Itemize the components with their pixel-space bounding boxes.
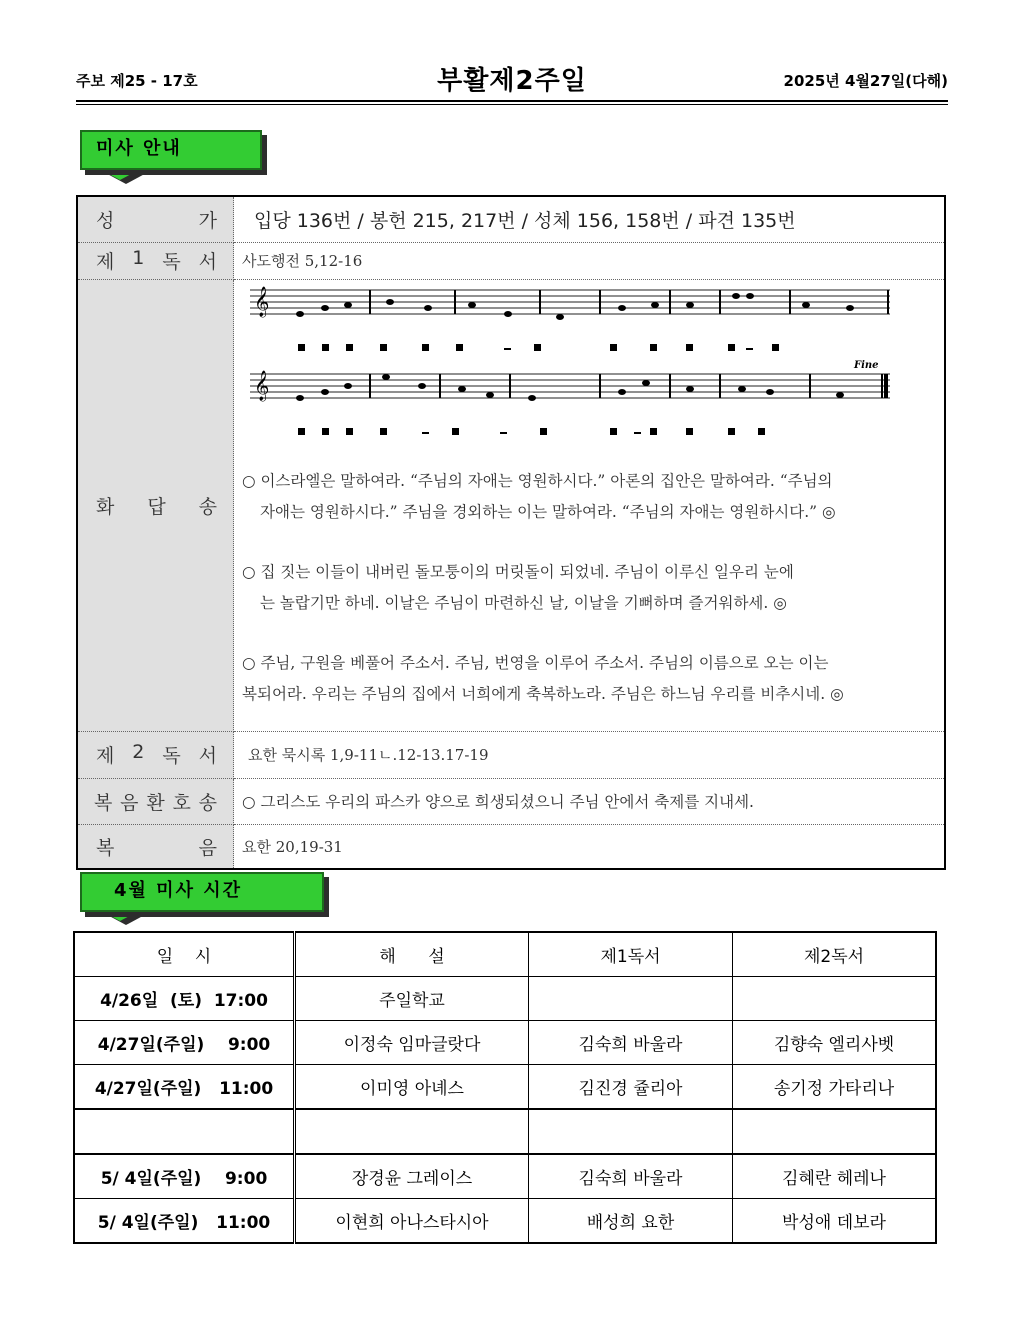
verse-line: ○ 이스라엘은 말하여라. “주님의 자애는 영원하시다.” 아론의 집안은 말하여라. “주님의 bbox=[242, 471, 833, 490]
table-row bbox=[74, 1021, 936, 1065]
table-row bbox=[74, 1154, 936, 1199]
gospel-value: 요한 20,19-31 bbox=[242, 837, 343, 856]
cell-reading2: 송기정 가타리나 bbox=[733, 1065, 937, 1110]
col-header-commentator: 해 설 bbox=[295, 932, 529, 977]
label-char: 음 bbox=[120, 791, 139, 814]
col-header-reading2: 제2독서 bbox=[733, 932, 937, 977]
cell-commentator bbox=[295, 1109, 529, 1154]
label-char: 독 bbox=[162, 251, 181, 273]
hymn-label bbox=[77, 196, 234, 242]
label-char: 성 bbox=[96, 209, 115, 232]
gospel-label bbox=[77, 824, 234, 869]
cell-reading2: 박성애 데보라 bbox=[733, 1199, 937, 1244]
cell-commentator: 이현희 아나스타시아 bbox=[295, 1199, 529, 1244]
verse-line: 는 놀랍기만 하네. 이날은 주님이 마련하신 날, 이날을 기뻐하며 즐거워하세. ◎ bbox=[260, 593, 787, 612]
label-char: 음 bbox=[198, 836, 217, 859]
svg-text:𝄞: 𝄞 bbox=[254, 286, 270, 317]
label-char: 송 bbox=[198, 495, 217, 518]
label-char: 복 bbox=[96, 836, 115, 859]
label-char: 가 bbox=[198, 209, 217, 232]
reading2-value: 요한 묵시록 1,9-11ㄴ.12-13.17-19 bbox=[248, 746, 489, 764]
cell-datetime: 5/ 4일(주일) 9:00 bbox=[74, 1154, 295, 1199]
verse-line: ○ 주님, 구원을 베풀어 주소서. 주님, 번영을 이루어 주소서. 주님의 이름으로 오는 이는 bbox=[242, 653, 829, 672]
label-char: 2 bbox=[132, 741, 145, 763]
cell-reading1 bbox=[529, 1109, 733, 1154]
cell-reading1: 김숙희 바울라 bbox=[529, 1021, 733, 1065]
acclamation-value: ○ 그리스도 우리의 파스카 양으로 희생되셨으니 주님 안에서 축제를 지내세. bbox=[242, 793, 754, 811]
reading1-label bbox=[77, 242, 234, 279]
cell-datetime: 5/ 4일(주일) 11:00 bbox=[74, 1199, 295, 1244]
psalm-verse bbox=[242, 648, 934, 710]
label-char: 복 bbox=[94, 791, 113, 814]
col-header-datetime: 일 시 bbox=[74, 932, 295, 977]
acclamation-row bbox=[77, 778, 945, 824]
label-char: 서 bbox=[198, 251, 217, 273]
cell-reading1: 김숙희 바울라 bbox=[529, 1154, 733, 1199]
table-row bbox=[74, 1199, 936, 1244]
psalm-row bbox=[77, 279, 945, 731]
cell-reading1: 김진경 쥴리아 bbox=[529, 1065, 733, 1110]
cell-reading2 bbox=[733, 977, 937, 1021]
score-fine-mark: Fine bbox=[854, 359, 879, 371]
page-title: 부활제2주일 bbox=[437, 66, 587, 96]
table-row bbox=[74, 1065, 936, 1110]
table-header-row bbox=[74, 932, 936, 977]
cell-reading2 bbox=[733, 1109, 937, 1154]
music-score-image bbox=[250, 286, 898, 446]
label-char: 화 bbox=[96, 495, 115, 518]
cell-commentator: 이정숙 임마글랏다 bbox=[295, 1021, 529, 1065]
gospel-row bbox=[77, 824, 945, 869]
cell-datetime bbox=[74, 1109, 295, 1154]
cell-datetime: 4/27일(주일) 9:00 bbox=[74, 1021, 295, 1065]
col-header-reading1: 제1독서 bbox=[529, 932, 733, 977]
label-char: 서 bbox=[198, 745, 217, 767]
cell-reading2: 김향숙 엘리사벳 bbox=[733, 1021, 937, 1065]
cell-datetime: 4/27일(주일) 11:00 bbox=[74, 1065, 295, 1110]
label-char: 호 bbox=[172, 791, 191, 814]
label-char: 제 bbox=[96, 251, 115, 273]
verse-line: 복되어라. 우리는 주님의 집에서 너희에게 축복하노라. 주님은 하느님 우리를 비추시네. ◎ bbox=[242, 684, 844, 703]
verse-line: 자애는 영원하시다.” 주님을 경외하는 이는 말하여라. “주님의 자애는 영원하시다.” ◎ bbox=[260, 502, 836, 521]
psalm-verse bbox=[242, 557, 934, 619]
reading1-value: 사도행전 5,12-16 bbox=[242, 252, 363, 270]
verse-line: ○ 집 짓는 이들이 내버린 돌모퉁이의 머릿돌이 되었네. 주님이 이루신 일우리 눈에 bbox=[242, 562, 794, 581]
schedule-banner bbox=[80, 872, 324, 912]
psalm-verses bbox=[242, 466, 934, 739]
issue-number: 주보 제25 - 17호 bbox=[76, 72, 198, 90]
cell-datetime: 4/26일 (토) 17:00 bbox=[74, 977, 295, 1021]
hymn-row bbox=[77, 196, 945, 242]
psalm-verse bbox=[242, 466, 934, 528]
cell-reading1: 배성희 요한 bbox=[529, 1199, 733, 1244]
cell-reading1 bbox=[529, 977, 733, 1021]
mass-guide-table bbox=[76, 195, 946, 870]
mass-guide-banner-label: 미사 안내 bbox=[96, 138, 182, 159]
psalm-cell bbox=[234, 279, 946, 731]
label-char: 독 bbox=[162, 745, 181, 767]
cell-commentator: 장경윤 그레이스 bbox=[295, 1154, 529, 1199]
mass-guide-banner bbox=[80, 130, 262, 170]
table-row bbox=[74, 977, 936, 1021]
label-char: 환 bbox=[146, 791, 165, 814]
acclamation-label bbox=[77, 778, 234, 824]
psalm-label bbox=[77, 279, 234, 731]
label-char: 답 bbox=[147, 495, 166, 518]
bulletin-header bbox=[76, 60, 948, 100]
cell-reading2: 김혜란 헤레나 bbox=[733, 1154, 937, 1199]
cell-commentator: 이미영 아녜스 bbox=[295, 1065, 529, 1110]
hymn-value: 입당 136번 / 봉헌 215, 217번 / 성체 156, 158번 / 파견 135번 bbox=[254, 209, 796, 232]
mass-schedule-table bbox=[73, 931, 937, 1244]
schedule-banner-label: 4월 미사 시간 bbox=[114, 880, 242, 901]
label-char: 제 bbox=[96, 745, 115, 767]
cell-commentator: 주일학교 bbox=[295, 977, 529, 1021]
label-char: 송 bbox=[198, 791, 217, 814]
svg-text:𝄞: 𝄞 bbox=[254, 370, 270, 401]
reading1-row bbox=[77, 242, 945, 279]
label-char: 1 bbox=[132, 247, 145, 269]
bulletin-date: 2025년 4월27일(다해) bbox=[783, 72, 948, 90]
header-rule-thin bbox=[76, 104, 948, 105]
reading2-label bbox=[77, 731, 234, 778]
header-rule bbox=[76, 100, 948, 102]
table-row-empty bbox=[74, 1109, 936, 1154]
